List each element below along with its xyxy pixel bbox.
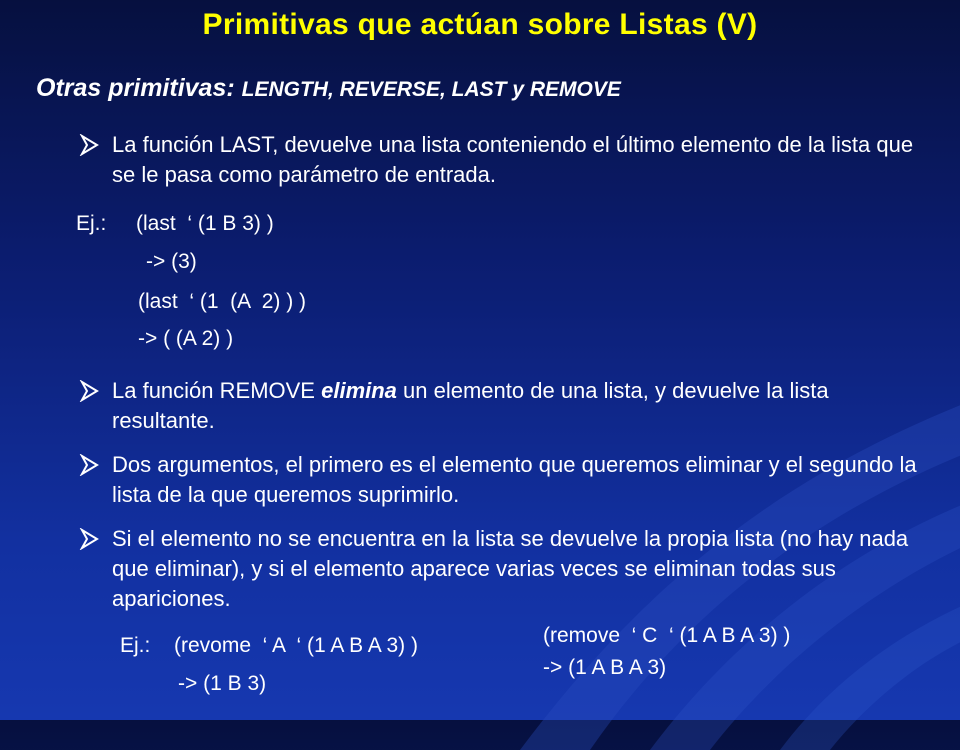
example-code-line: (remove ‘ C ‘ (1 A B A 3) ) [543, 624, 791, 647]
example-label: Ej.: [120, 634, 151, 657]
subtitle-lead: Otras primitivas: [36, 74, 242, 102]
bullet-text: Dos argumentos, el primero es el elemento que queremos eliminar y el segundo la lista de la que queremos suprimirlo. [112, 452, 917, 507]
example-result-line: -> (1 B 3) [178, 672, 267, 695]
bullet-text: Si el elemento no se encuentra en la lista se devuelve la propia lista (no hay nada que eliminar), y si el elemento aparece varias veces se eliminan todas sus apariciones. [112, 526, 909, 611]
bullet-last-function [76, 130, 936, 190]
example-result-line: -> (1 A B A 3) [543, 656, 667, 679]
emphasized-word: elimina [321, 378, 397, 403]
bullet-text: La función LAST, devuelve una lista conteniendo el último elemento de la lista que se le pasa como parámetro de entrada. [112, 132, 914, 187]
subtitle-primitives: LENGTH, REVERSE, LAST y REMOVE [241, 78, 621, 101]
example-code-line: (last ‘ (1 B 3) ) [136, 212, 274, 235]
arrowhead-bullet-icon [76, 528, 104, 550]
arrowhead-bullet-icon [76, 454, 104, 476]
bullet-text-part: un elemento de una lista, y devuelve la lista resultante. [112, 378, 829, 433]
slide-subtitle [36, 74, 621, 103]
bullet-text [112, 376, 936, 436]
bullet-remove-function [76, 376, 936, 436]
example-result-line: -> ( (A 2) ) [138, 327, 234, 350]
arrowhead-bullet-icon [76, 134, 104, 156]
example-result-line: -> (3) [146, 250, 197, 273]
arrowhead-bullet-icon [76, 380, 104, 402]
slide-title: Primitivas que actúan sobre Listas (V) [202, 8, 758, 41]
example-code-line: (last ‘ (1 (A 2) ) ) [138, 290, 307, 313]
bullet-text-part: La función REMOVE [112, 378, 322, 403]
bullet-not-found [76, 524, 936, 614]
example-code-line: (revome ‘ A ‘ (1 A B A 3) ) [174, 634, 418, 657]
bullet-arguments [76, 450, 936, 510]
example-label: Ej.: [76, 212, 107, 235]
